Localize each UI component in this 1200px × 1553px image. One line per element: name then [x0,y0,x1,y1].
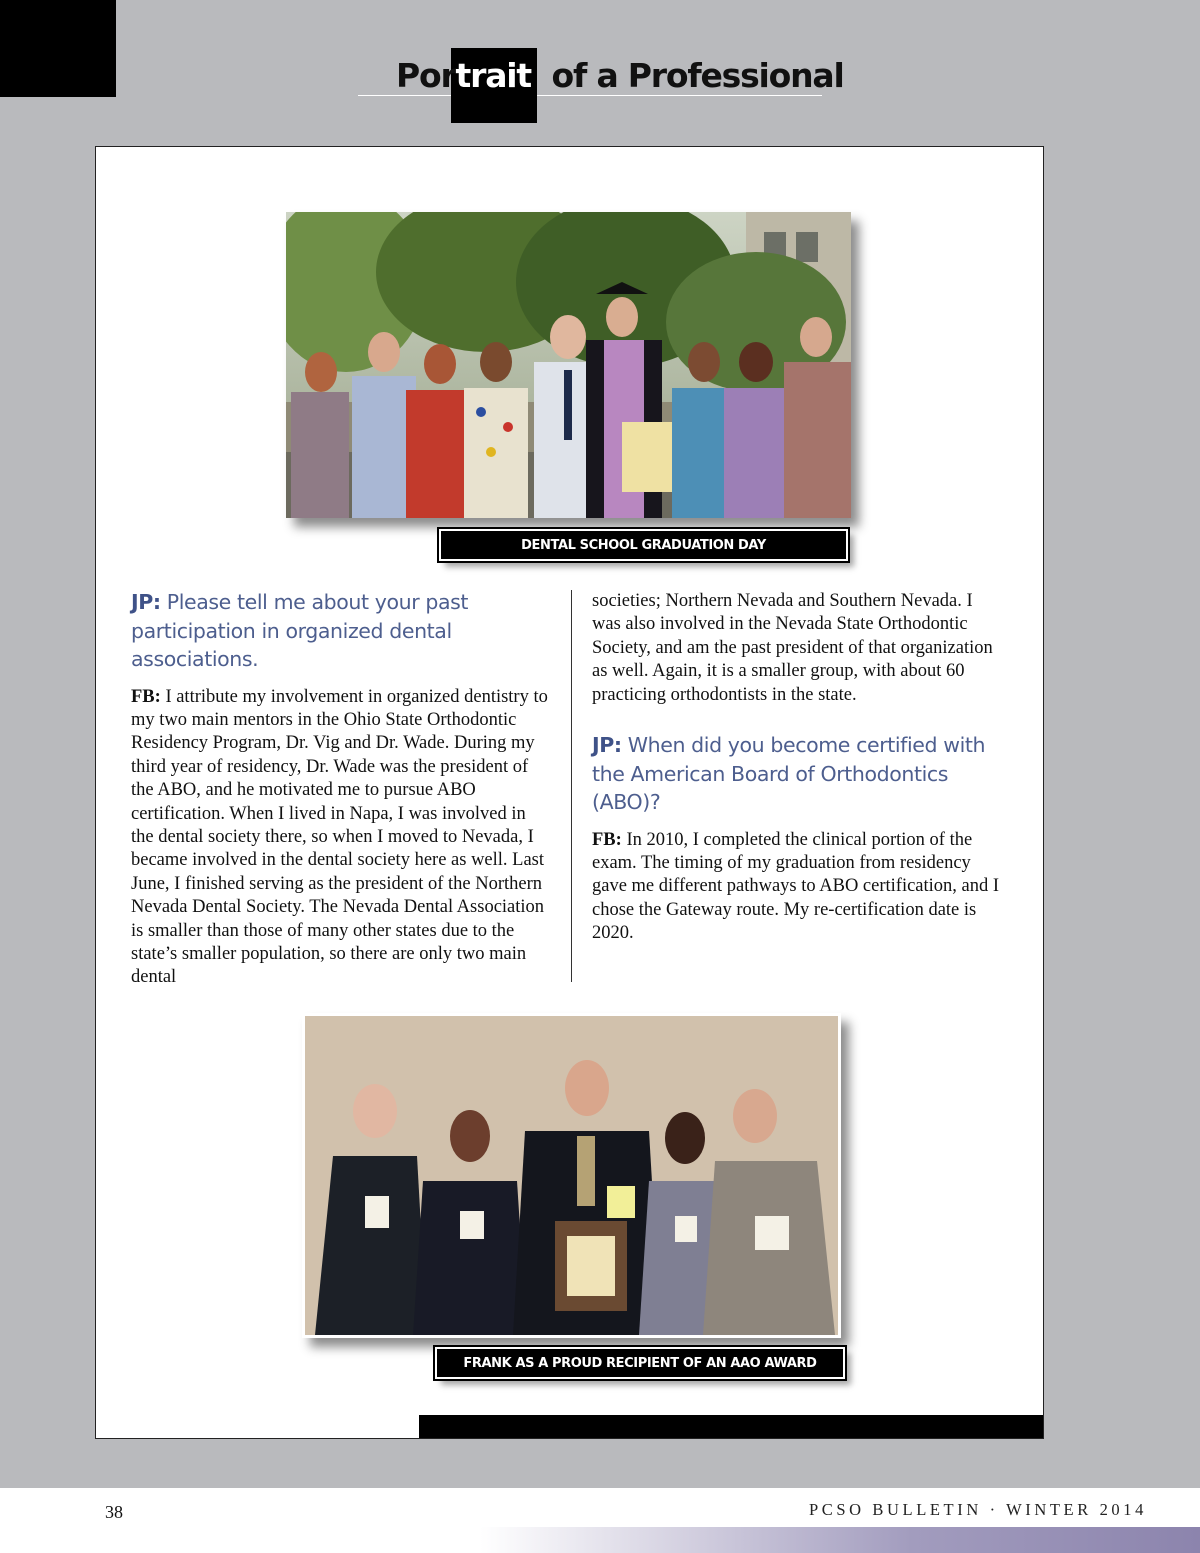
answer-1-part-1 [131,686,551,990]
graduation-photo [286,212,851,518]
panel-bottom-bar [419,1415,1043,1438]
graduation-photo-image [286,212,851,518]
question-1-text: Please tell me about your past participation in organized dental associations. [131,590,469,671]
award-photo-image [305,1016,838,1335]
left-column [131,588,551,990]
title-part-2: trait [455,56,531,95]
answer-1-text-left: I attribute my involvement in organized dentistry to my two main mentors in the Ohio State Orthodontic Residency Program, Dr. Vig and Dr. Wade. During my third year of residency, Dr. Wade was the president of the ABO, and he motivated me to pursue ABO certification. When I lived in Napa, I was involved in the dental society there, so when I moved to Nevada, I became involved in the dental society here as well. Last June, I finished serving as the president of the Northern Nevada Dental Society. The Nevada Dental Association is smaller than those of many other states due to the state’s smaller population, so there are only two main dental [131,686,548,988]
question-1 [131,588,551,674]
award-photo-caption: FRANK AS A PROUD RECIPIENT OF AN AAO AWARD [435,1347,845,1379]
title-part-3: of a Professional [530,56,844,95]
column-spacer [592,707,1002,731]
column-divider [571,590,572,982]
section-title [358,48,844,124]
answer-2 [592,829,1002,946]
answer-1-tag: FB: [131,686,161,707]
question-2 [592,731,1002,817]
right-column [592,590,1002,946]
answer-2-tag: FB: [592,829,622,850]
section-title-text [396,54,844,98]
page-number: 38 [105,1502,123,1522]
question-1-tag: JP: [131,590,161,614]
graduation-photo-caption: DENTAL SCHOOL GRADUATION DAY [439,529,848,561]
question-2-text: When did you become certified with the American Board of Orthodontics (ABO)? [592,733,986,815]
corner-decoration-block [0,0,116,97]
question-2-tag: JP: [592,733,622,758]
title-part-1: Por [396,56,456,95]
footer-gradient-bar [480,1527,1200,1553]
answer-1-part-2: societies; Northern Nevada and Southern Nevada. I was also involved in the Nevada State Orthodontic Society, and am the past president of that organization as well. Again, it is a smaller group, with about 60 practicing orthodontists in the state. [592,591,993,705]
answer-2-text: In 2010, I completed the clinical portion of the exam. The timing of my graduation from residency gave me different pathways to ABO certification, and I chose the Gateway route. My re-certification date is 2020. [592,829,1000,944]
publication-name: PCSO BULLETIN · WINTER 2014 [809,1500,1147,1519]
award-photo [302,1013,841,1338]
